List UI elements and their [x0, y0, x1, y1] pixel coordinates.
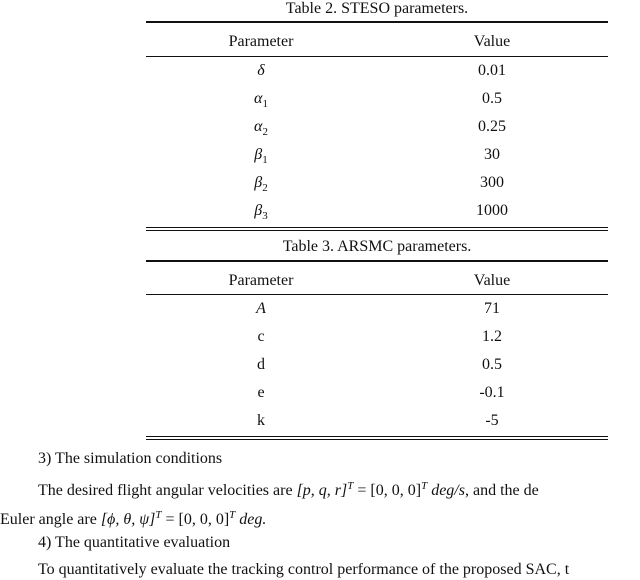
table2-caption: Table 2. STESO parameters.	[285, 0, 469, 17]
table-row	[146, 57, 608, 85]
param-value: 71	[484, 300, 500, 317]
param-symbol: $\beta_1$	[254, 146, 268, 166]
table3-bottom-rule-2	[146, 439, 608, 440]
table-row	[146, 295, 608, 323]
table3-header-parameter: Parameter	[228, 272, 294, 289]
table2-header-row	[146, 28, 608, 56]
paragraph-euler-angle: Euler angle are [ϕ, θ, ψ]$^T$ = [0, 0, 0]$^T$ deg.	[0, 509, 267, 528]
table-row	[146, 169, 608, 197]
table2-header-parameter: Parameter	[228, 33, 294, 50]
paragraph-evaluation: To quantitatively evaluate the tracking control performance of the proposed SAC, t	[38, 561, 570, 578]
table3-top-rule	[146, 260, 608, 262]
param-value: 300	[480, 174, 504, 191]
param-symbol: d	[257, 356, 265, 373]
table2-top-rule	[146, 21, 608, 23]
param-symbol: c	[257, 328, 265, 345]
param-symbol: e	[257, 384, 265, 401]
param-symbol: $\alpha_1$	[254, 90, 268, 110]
table3-bottom-rule	[146, 436, 608, 437]
table3-header-value: Value	[473, 272, 511, 289]
param-symbol: δ	[257, 62, 265, 79]
param-symbol: $\alpha_2$	[254, 118, 268, 138]
param-value: 1.2	[482, 328, 502, 345]
table-row	[146, 379, 608, 407]
param-value: 0.5	[482, 90, 502, 107]
param-symbol: $\beta_2$	[254, 174, 268, 194]
param-symbol: k	[257, 412, 265, 429]
table2-bottom-rule	[146, 227, 608, 228]
param-value: 0.01	[478, 62, 506, 79]
table-row	[146, 351, 608, 379]
param-value: 0.5	[482, 356, 502, 373]
param-value: -0.1	[479, 384, 505, 401]
table3-caption: Table 3. ARSMC parameters.	[282, 238, 472, 255]
param-symbol: A	[256, 300, 266, 317]
table3-header-row	[146, 267, 608, 295]
table2-header-value: Value	[473, 33, 511, 50]
param-symbol: $\beta_3$	[254, 202, 268, 222]
table-row	[146, 85, 608, 113]
table-row	[146, 407, 608, 435]
section-heading-evaluation: 4) The quantitative evaluation	[38, 534, 231, 551]
table-row	[146, 141, 608, 169]
table-row	[146, 323, 608, 351]
paragraph-angular-velocities: The desired flight angular velocities are [p, q, r]$^T$ = [0, 0, 0]$^T$ deg/s, and the de	[38, 480, 539, 499]
param-value: 0.25	[478, 118, 506, 135]
table-row	[146, 113, 608, 141]
param-value: -5	[485, 412, 499, 429]
section-heading-simulation: 3) The simulation conditions	[38, 450, 223, 467]
param-value: 1000	[476, 202, 508, 219]
param-value: 30	[484, 146, 500, 163]
table2-bottom-rule-2	[146, 230, 608, 231]
table-row	[146, 197, 608, 225]
